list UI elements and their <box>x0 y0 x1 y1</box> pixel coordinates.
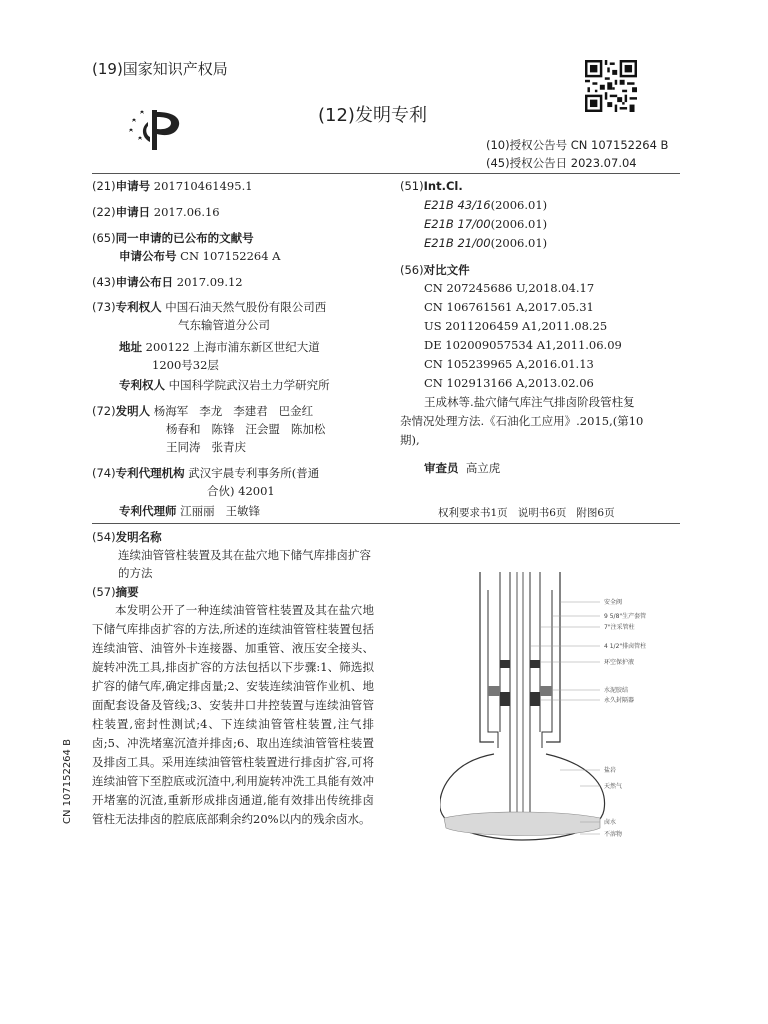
examiner-field: 审查员 高立虎 <box>424 461 501 475</box>
grant-publication-number: (10)授权公告号 CN 107152264 B <box>486 138 669 152</box>
figure-label: 环空保护液 <box>604 659 635 666</box>
wellbore-figure <box>440 572 686 842</box>
agency-line2: 合伙) 42001 <box>207 484 275 498</box>
reference-item: CN 207245686 U,2018.04.17 <box>424 281 595 295</box>
patentee-field: (73)专利权人 中国石油天然气股份有限公司西 <box>92 300 327 314</box>
figure-label: 9 5/8"生产套管 <box>604 613 647 620</box>
same-application-label: (65)同一申请的已公布的文献号 <box>92 231 254 245</box>
title-label: (54)发明名称 <box>92 530 162 544</box>
office-logo-icon <box>126 108 184 152</box>
ipc-entry: E21B 21/00(2006.01) <box>424 236 548 250</box>
header-divider <box>92 173 680 174</box>
abstract-label: (57)摘要 <box>92 585 139 599</box>
int-cl-label: (51)Int.Cl. <box>400 179 463 193</box>
biblio-divider <box>92 523 680 524</box>
nonpatent-reference-line3: 期), <box>400 433 420 447</box>
address-line2: 1200号32层 <box>152 358 219 372</box>
figure-label: 永久封隔器 <box>604 697 635 704</box>
application-number-field: (21)申请号 201710461495.1 <box>92 179 253 193</box>
address-field: 地址 200122 上海市浦东新区世纪大道 <box>119 340 320 354</box>
reference-item: DE 102009057534 A1,2011.06.09 <box>424 338 622 352</box>
figure-label: 不溶物 <box>604 831 623 838</box>
reference-item: CN 102913166 A,2013.02.06 <box>424 376 594 390</box>
office-name: (19)国家知识产权局 <box>92 60 228 78</box>
nonpatent-reference: 王成林等.盐穴储气库注气排卤阶段管柱复 <box>424 395 635 409</box>
grant-publication-date: (45)授权公告日 2023.07.04 <box>486 156 637 170</box>
ipc-entry: E21B 17/00(2006.01) <box>424 217 548 231</box>
application-date-field: (22)申请日 2017.06.16 <box>92 205 220 219</box>
qr-code-icon <box>585 60 637 112</box>
side-publication-number: CN 107152264 B <box>62 739 73 824</box>
figure-label: 安全阀 <box>604 599 623 606</box>
application-publication-number-field: 申请公布号 CN 107152264 A <box>119 249 281 263</box>
application-publication-date-field: (43)申请公布日 2017.09.12 <box>92 275 243 289</box>
invention-title: 连续油管管柱装置及其在盐穴地下储气库排卤扩容的方法 <box>118 548 371 580</box>
references-label: (56)对比文件 <box>400 263 470 277</box>
abstract-text: 本发明公开了一种连续油管管柱装置及其在盐穴地下储气库排卤扩容的方法,所述的连续油管管柱装置包括连续油管、油管外卡连接器、加重管、液压安全接头、旋转冲洗工具,排卤扩容的方法包括以下步骤:1、筛选拟扩容的储气库,确定排卤量;2、安装连续油管作业机、地面配套设备及管线;3、安装井口井控装置与连续油管管柱装置,密封性测试;4、下连续油管管柱装置,注气排卤;5、冲洗堵塞沉渣并排卤;6、取出连续油管管柱装置及排卤工具。采用连续油管管柱装置进行排卤扩容,可将连续油管下至腔底或沉渣中,利用旋转冲洗工具能有效冲开堵塞的沉渣,重新形成排卤通道,能有效排出传统排卤管柱无法排卤的腔底底部剩余约20%以内的残余卤水。 <box>92 603 374 826</box>
figure-label: 7"注采管柱 <box>604 624 635 631</box>
reference-item: US 2011206459 A1,2011.08.25 <box>424 319 608 333</box>
figure-label: 水泥胶结 <box>604 687 629 694</box>
patentee-line2: 气东输管道分公司 <box>178 318 270 332</box>
figure-label: 4 1/2"排卤管柱 <box>604 643 647 650</box>
inventors-line2: 杨春和 陈锋 汪会盟 陈加松 <box>166 422 326 436</box>
reference-item: CN 106761561 A,2017.05.31 <box>424 300 594 314</box>
figure-label: 天然气 <box>604 783 623 790</box>
figure-label: 卤水 <box>604 819 617 826</box>
nonpatent-reference-line2: 杂情况处理方法.《石油化工应用》.2015,(第10 <box>400 414 644 428</box>
ipc-entry: E21B 43/16(2006.01) <box>424 198 548 212</box>
inventors-field: (72)发明人 杨海军 李龙 李建君 巴金红 <box>92 404 314 418</box>
patentee2-field: 专利权人 中国科学院武汉岩土力学研究所 <box>119 378 330 392</box>
agency-field: (74)专利代理机构 武汉宇晨专利事务所(普通 <box>92 466 320 480</box>
inventors-line3: 王同涛 张青庆 <box>166 440 246 454</box>
figure-label: 盐岩 <box>604 767 617 774</box>
page-counts: 权利要求书1页 说明书6页 附图6页 <box>438 507 615 519</box>
reference-item: CN 105239965 A,2016.01.13 <box>424 357 594 371</box>
agent-field: 专利代理师 江丽丽 王敏锋 <box>119 504 261 518</box>
document-kind: (12)发明专利 <box>318 105 427 126</box>
